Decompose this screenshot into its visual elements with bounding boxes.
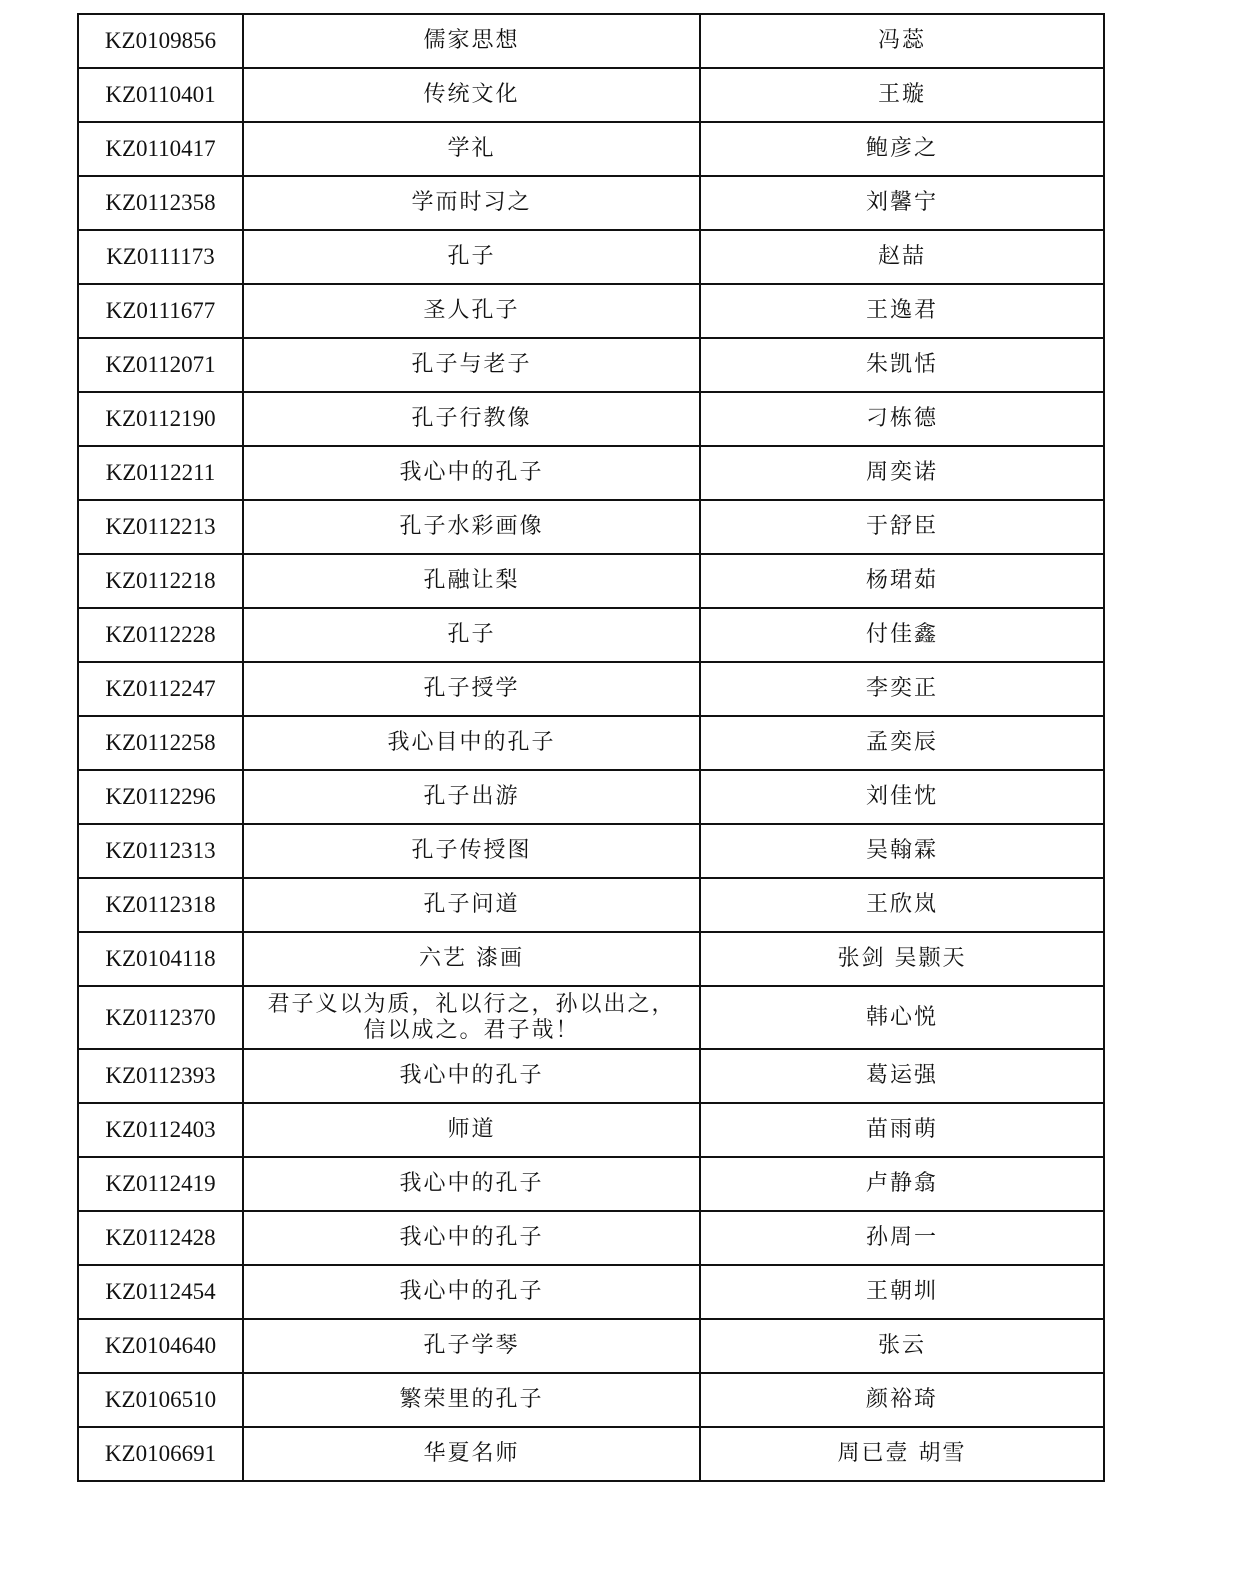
entry-title-line: 信以成之。君子哉！ xyxy=(363,1017,580,1043)
table-row xyxy=(78,770,1104,824)
entry-author: 刘佳忱 xyxy=(700,770,1104,824)
table-row xyxy=(78,392,1104,446)
entry-author: 孙周一 xyxy=(700,1211,1104,1265)
entry-title: 我心中的孔子 xyxy=(243,446,700,500)
entry-title: 孔子水彩画像 xyxy=(243,500,700,554)
entry-id: KZ0112419 xyxy=(78,1157,243,1211)
entry-title: 六艺 漆画 xyxy=(243,932,700,986)
entry-author: 卢静翕 xyxy=(700,1157,1104,1211)
entry-author: 冯蕊 xyxy=(700,14,1104,68)
table-row xyxy=(78,1049,1104,1103)
entry-id: KZ0112211 xyxy=(78,446,243,500)
table-row xyxy=(78,932,1104,986)
entry-author: 李奕正 xyxy=(700,662,1104,716)
table-row xyxy=(78,1211,1104,1265)
entry-title: 华夏名师 xyxy=(243,1427,700,1481)
entry-author: 周奕诺 xyxy=(700,446,1104,500)
entry-id: KZ0112403 xyxy=(78,1103,243,1157)
entry-author: 王欣岚 xyxy=(700,878,1104,932)
table-row xyxy=(78,176,1104,230)
entry-id: KZ0106510 xyxy=(78,1373,243,1427)
entry-id: KZ0112296 xyxy=(78,770,243,824)
entry-id: KZ0112318 xyxy=(78,878,243,932)
entry-title: 儒家思想 xyxy=(243,14,700,68)
entry-title: 孔子学琴 xyxy=(243,1319,700,1373)
entry-title: 孔子传授图 xyxy=(243,824,700,878)
entry-author: 朱凯恬 xyxy=(700,338,1104,392)
entry-id: KZ0112428 xyxy=(78,1211,243,1265)
entry-title: 孔子 xyxy=(243,608,700,662)
entry-author: 王逸君 xyxy=(700,284,1104,338)
entry-title: 孔子授学 xyxy=(243,662,700,716)
table-row xyxy=(78,824,1104,878)
entry-id: KZ0112228 xyxy=(78,608,243,662)
entry-author: 刘馨宁 xyxy=(700,176,1104,230)
entry-author: 刁栋德 xyxy=(700,392,1104,446)
entries-table-body xyxy=(78,14,1104,1481)
entry-title: 孔子 xyxy=(243,230,700,284)
entry-author: 王朝圳 xyxy=(700,1265,1104,1319)
table-row xyxy=(78,878,1104,932)
entry-id: KZ0112190 xyxy=(78,392,243,446)
entry-author: 杨珺茹 xyxy=(700,554,1104,608)
entry-author: 苗雨萌 xyxy=(700,1103,1104,1157)
entry-title: 孔子问道 xyxy=(243,878,700,932)
entry-title: 孔融让梨 xyxy=(243,554,700,608)
entry-id: KZ0112370 xyxy=(78,986,243,1049)
entry-id: KZ0112218 xyxy=(78,554,243,608)
entry-id: KZ0112258 xyxy=(78,716,243,770)
table-row xyxy=(78,1373,1104,1427)
entry-title: 繁荣里的孔子 xyxy=(243,1373,700,1427)
entry-id: KZ0112213 xyxy=(78,500,243,554)
entry-title: 学礼 xyxy=(243,122,700,176)
entry-title-line: 君子义以为质，礼以行之，孙以出之， xyxy=(267,991,676,1017)
table-row xyxy=(78,14,1104,68)
table-row xyxy=(78,662,1104,716)
table-row xyxy=(78,284,1104,338)
entry-id: KZ0109856 xyxy=(78,14,243,68)
entry-id: KZ0104640 xyxy=(78,1319,243,1373)
entry-id: KZ0112358 xyxy=(78,176,243,230)
entry-id: KZ0112247 xyxy=(78,662,243,716)
entry-title: 圣人孔子 xyxy=(243,284,700,338)
entry-title: 我心目中的孔子 xyxy=(243,716,700,770)
table-row xyxy=(78,986,1104,1049)
table-row xyxy=(78,338,1104,392)
entry-id: KZ0112071 xyxy=(78,338,243,392)
entry-author: 鲍彦之 xyxy=(700,122,1104,176)
entry-id: KZ0111173 xyxy=(78,230,243,284)
entry-id: KZ0104118 xyxy=(78,932,243,986)
entry-id: KZ0111677 xyxy=(78,284,243,338)
entry-id: KZ0112454 xyxy=(78,1265,243,1319)
entry-author: 吴翰霖 xyxy=(700,824,1104,878)
table-row xyxy=(78,1103,1104,1157)
entry-author: 颜裕琦 xyxy=(700,1373,1104,1427)
entry-title: 孔子出游 xyxy=(243,770,700,824)
entry-id: KZ0112393 xyxy=(78,1049,243,1103)
entries-table xyxy=(77,13,1105,1482)
entry-author: 王璇 xyxy=(700,68,1104,122)
table-row xyxy=(78,1319,1104,1373)
entry-title: 孔子与老子 xyxy=(243,338,700,392)
entry-author: 韩心悦 xyxy=(700,986,1104,1049)
entry-author: 孟奕辰 xyxy=(700,716,1104,770)
entry-title: 孔子行教像 xyxy=(243,392,700,446)
table-row xyxy=(78,554,1104,608)
entry-id: KZ0110417 xyxy=(78,122,243,176)
table-row xyxy=(78,68,1104,122)
entry-id: KZ0112313 xyxy=(78,824,243,878)
entry-author: 赵喆 xyxy=(700,230,1104,284)
entry-id: KZ0106691 xyxy=(78,1427,243,1481)
entry-title: 我心中的孔子 xyxy=(243,1211,700,1265)
entry-author: 张剑 吴颢天 xyxy=(700,932,1104,986)
entry-title: 传统文化 xyxy=(243,68,700,122)
entry-title: 我心中的孔子 xyxy=(243,1157,700,1211)
table-row xyxy=(78,1265,1104,1319)
entry-id: KZ0110401 xyxy=(78,68,243,122)
table-row xyxy=(78,500,1104,554)
table-row xyxy=(78,230,1104,284)
table-row xyxy=(78,608,1104,662)
entry-title: 我心中的孔子 xyxy=(243,1265,700,1319)
table-row xyxy=(78,446,1104,500)
entry-author: 葛运强 xyxy=(700,1049,1104,1103)
table-row xyxy=(78,1157,1104,1211)
entry-title: 师道 xyxy=(243,1103,700,1157)
entry-author: 付佳鑫 xyxy=(700,608,1104,662)
table-row xyxy=(78,122,1104,176)
entry-title xyxy=(243,986,700,1049)
entry-author: 于舒臣 xyxy=(700,500,1104,554)
table-row xyxy=(78,1427,1104,1481)
entry-author: 周已壹 胡雪 xyxy=(700,1427,1104,1481)
entry-title: 我心中的孔子 xyxy=(243,1049,700,1103)
entry-author: 张云 xyxy=(700,1319,1104,1373)
entry-title: 学而时习之 xyxy=(243,176,700,230)
table-row xyxy=(78,716,1104,770)
